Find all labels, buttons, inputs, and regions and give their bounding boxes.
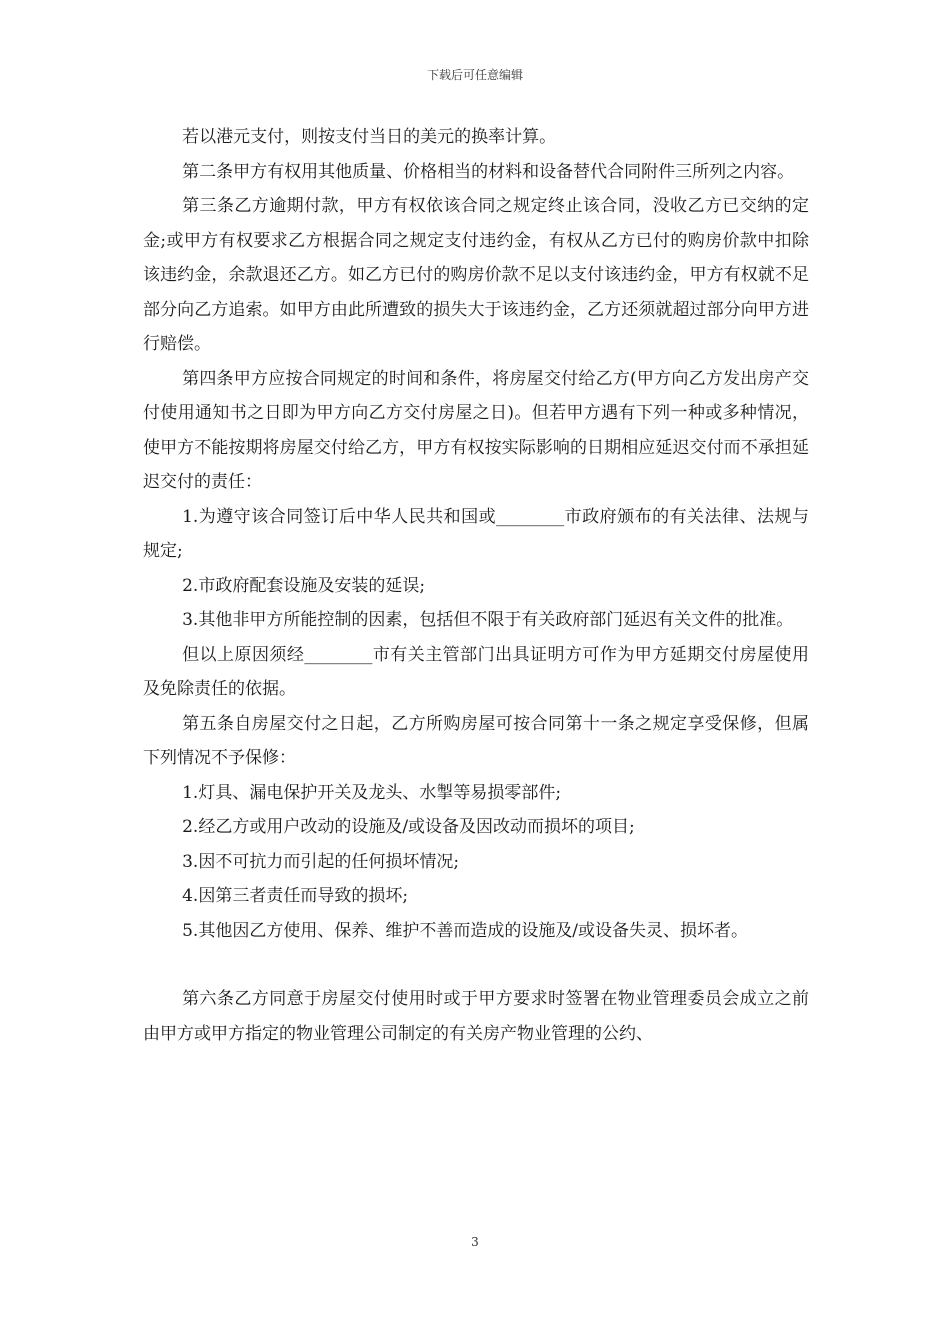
paragraph: 第六条乙方同意于房屋交付使用时或于甲方要求时签署在物业管理委员会成立之前由甲方或甲方指定的物业管理公司制定的有关房产物业管理的公约、 (143, 989, 809, 1044)
page-number: 3 (471, 1235, 479, 1249)
list-item: 5.其他因乙方使用、保养、维护不善而造成的设施及/或设备失灵、损坏者。 (182, 920, 749, 941)
list-item: 3.其他非甲方所能控制的因素，包括但不限于有关政府部门延迟有关文件的批准。 (182, 610, 794, 630)
paragraph: 第三条乙方逾期付款，甲方有权依该合同之规定终止该合同，没收乙方已交纳的定金;或甲方有权要求乙方根据合同之规定支付违约金，有权从乙方已付的购房价款中扣除该违约金，余款退还乙方。如乙方已付的购房价款不足以支付该违约金，甲方有权就不足部分向乙方追索。如甲方由此所遭致的损失大于该违约金，乙方还须就超过部分向甲方进行赔偿。 (143, 196, 809, 354)
paragraph: 第四条甲方应按合同规定的时间和条件，将房屋交付给乙方(甲方向乙方发出房产交付使用通知书之日即为甲方向乙方交付房屋之日)。但若甲方遇有下列一种或多种情况，使甲方不能按期将房屋交付给乙方，甲方有权按实际影响的日期相应延迟交付而不承担延迟交付的责任： (143, 368, 809, 492)
list-item: 1.为遵守该合同签订后中华人民共和国或________市政府颁布的有关法律、法规与规定; (143, 506, 809, 561)
paragraph: 但以上原因须经________市有关主管部门出具证明方可作为甲方延期交付房屋使用及免除责任的依据。 (143, 644, 809, 699)
paragraph-gap (143, 948, 809, 982)
list-item: 1.灯具、漏电保护开关及龙头、水掣等易损零部件; (182, 782, 562, 803)
list-item: 2.市政府配套设施及安装的延误; (182, 575, 426, 596)
paragraph: 第二条甲方有权用其他质量、价格相当的材料和设备替代合同附件三所列之内容。 (182, 161, 795, 182)
paragraph: 若以港元支付，则按支付当日的美元的换率计算。 (182, 127, 557, 147)
list-item: 4.因第三者责任而导致的损坏; (182, 886, 409, 906)
page-header: 下载后可任意编辑 (426, 68, 523, 82)
document-body (143, 120, 809, 1051)
list-item: 2.经乙方或用户改动的设施及/或设备及因改动而损坏的项目; (182, 817, 635, 837)
list-item: 3.因不可抗力而引起的任何损坏情况; (182, 851, 460, 872)
paragraph: 第五条自房屋交付之日起，乙方所购房屋可按合同第十一条之规定享受保修，但属下列情况不予保修： (143, 713, 809, 768)
